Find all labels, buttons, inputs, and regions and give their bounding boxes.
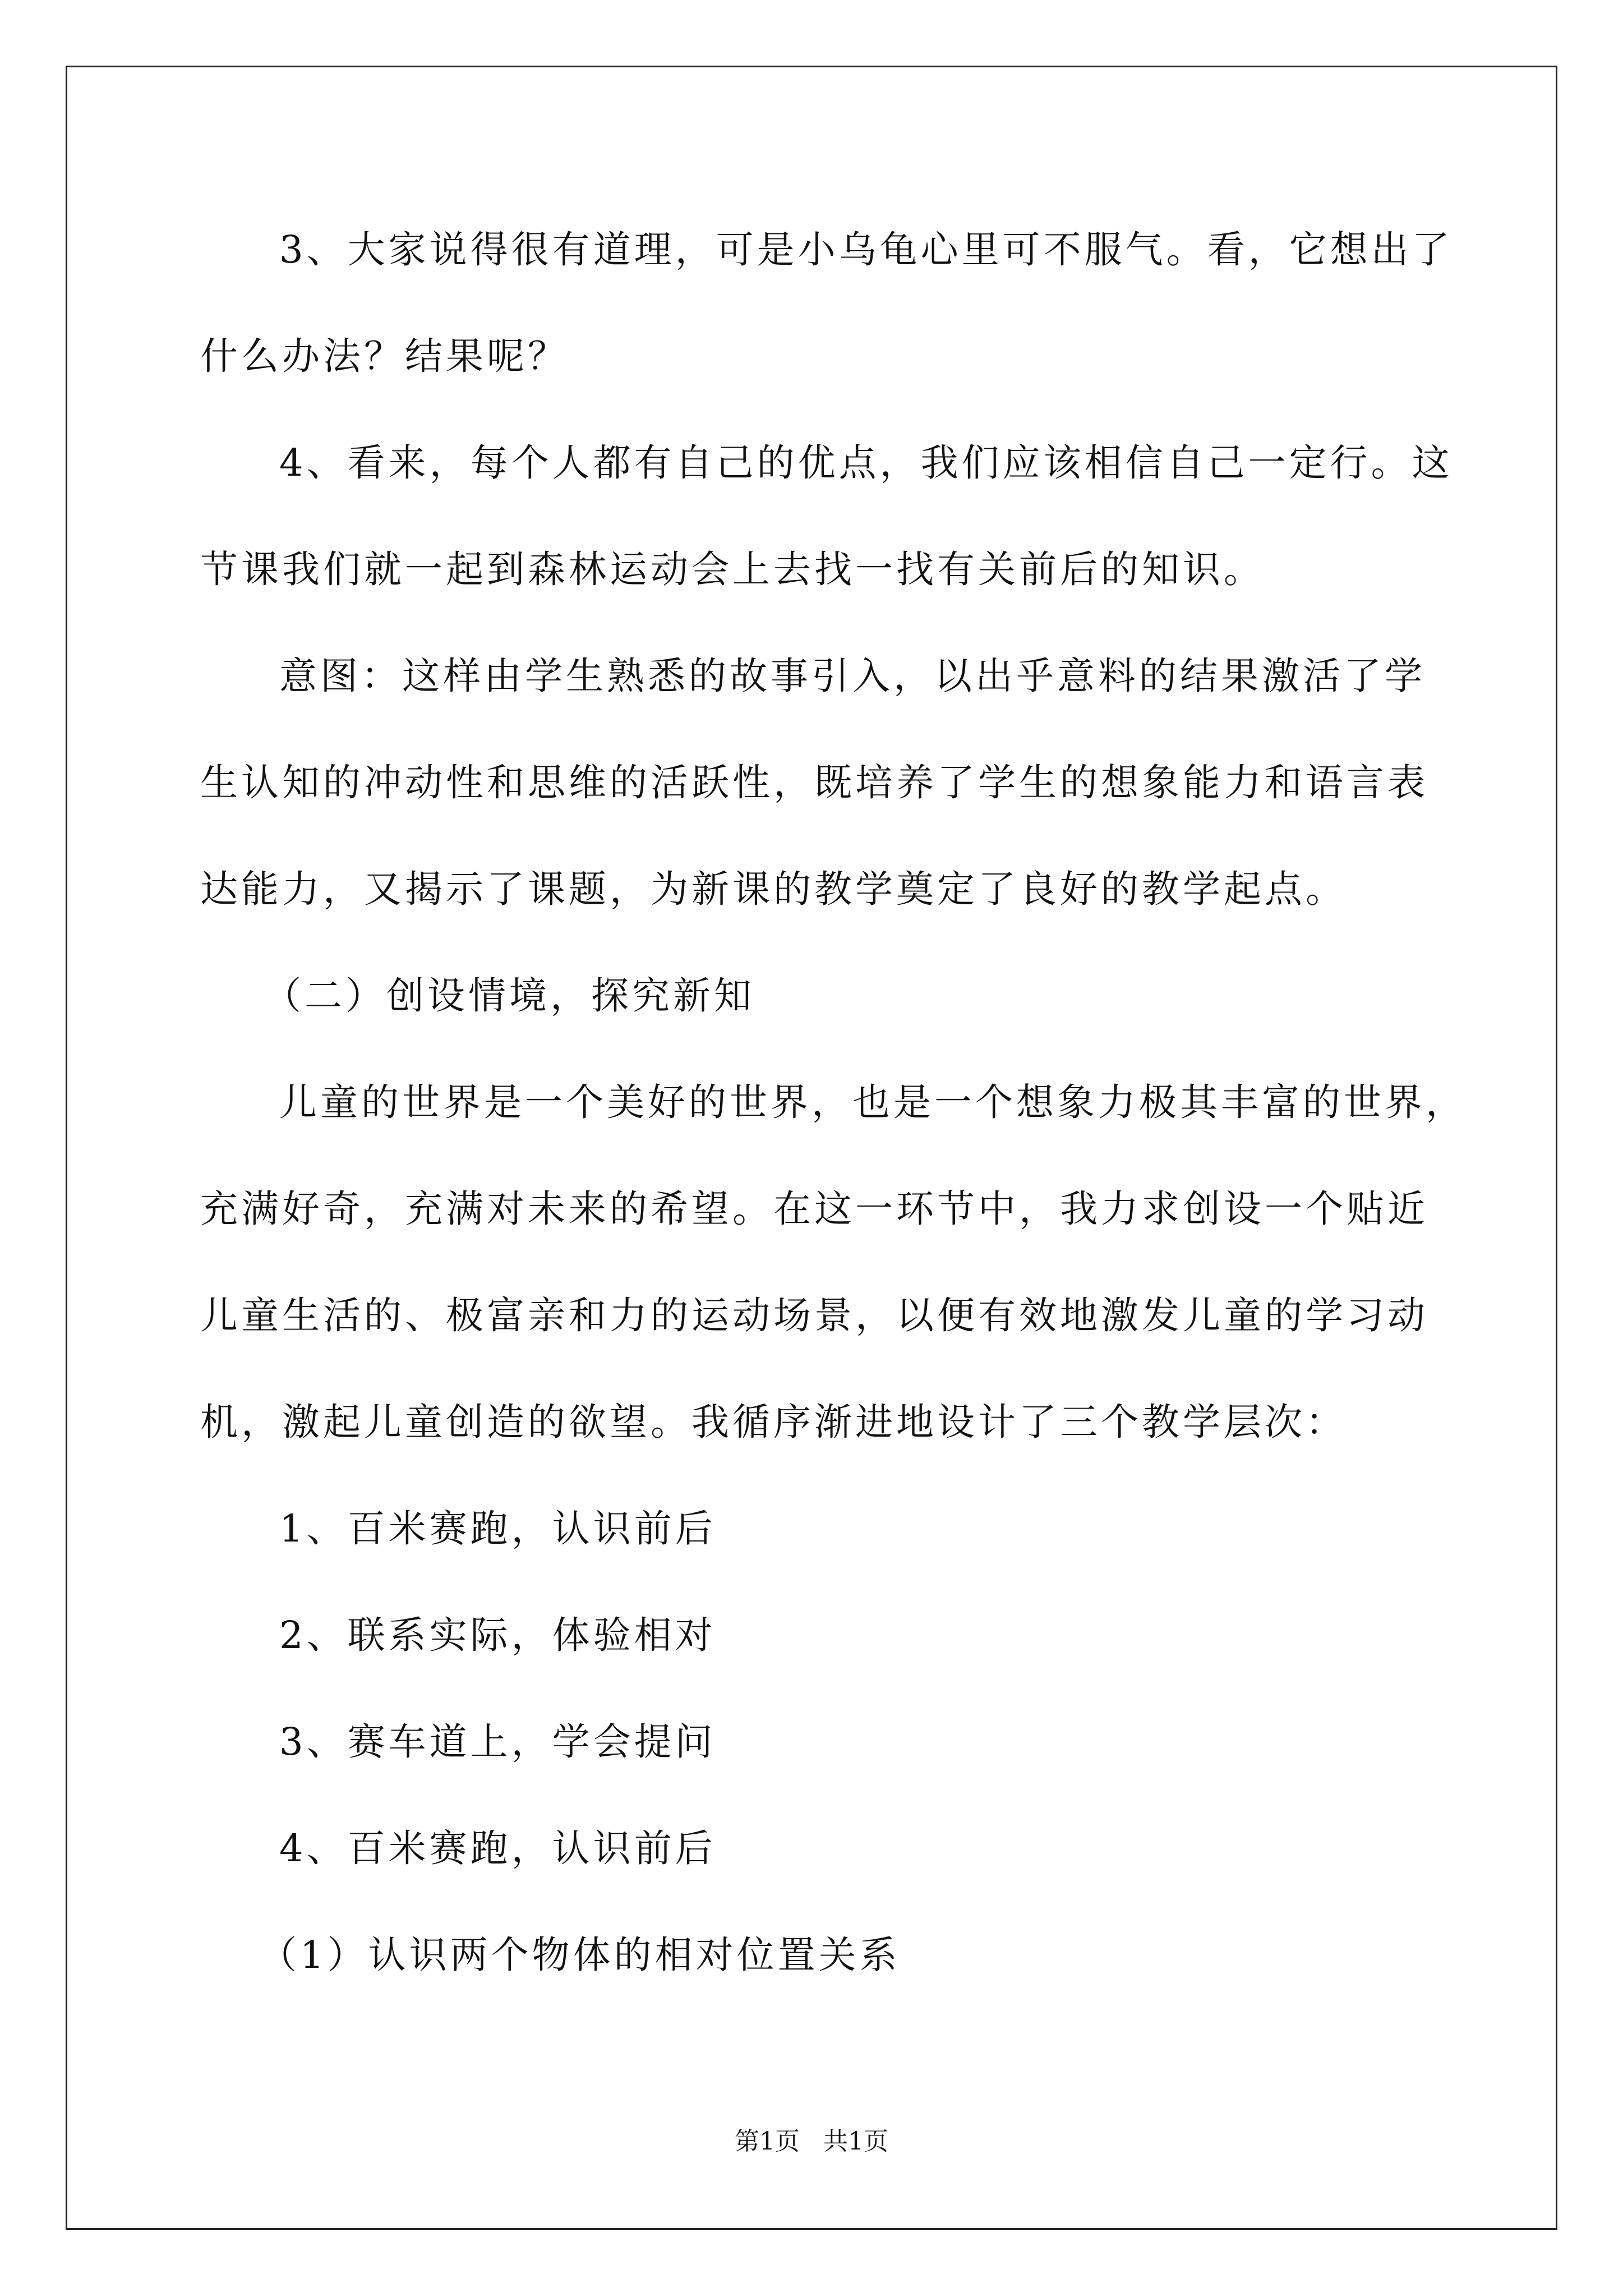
list-item: 3、赛车道上，学会提问 xyxy=(279,1720,716,1764)
paragraph-line: 机，激起儿童创造的欲望。我循序渐进地设计了三个教学层次： xyxy=(200,1400,1347,1444)
paragraph-line: 儿童生活的、极富亲和力的运动场景，以便有效地激发儿童的学习动 xyxy=(200,1294,1428,1337)
paragraph-line: 节课我们就一起到森林运动会上去找一找有关前后的知识。 xyxy=(200,547,1265,591)
paragraph-line: 生认知的冲动性和思维的活跃性，既培养了学生的想象能力和语言表 xyxy=(200,761,1428,804)
paragraph-line: 充满好奇，充满对未来的希望。在这一环节中，我力求创设一个贴近 xyxy=(200,1187,1428,1231)
paragraph-line: 3、大家说得很有道理，可是小乌龟心里可不服气。看，它想出了 xyxy=(279,228,1453,272)
section-heading: （二）创设情境，探究新知 xyxy=(264,974,755,1018)
list-item: 1、百米赛跑，认识前后 xyxy=(279,1507,716,1550)
page-footer: 第1页 共1页 xyxy=(735,2127,888,2156)
list-item: 4、百米赛跑，认识前后 xyxy=(279,1826,716,1870)
paragraph-line: 意图：这样由学生熟悉的故事引入，以出乎意料的结果激活了学 xyxy=(279,654,1426,698)
paragraph-line: 4、看来，每个人都有自己的优点，我们应该相信自己一定行。这 xyxy=(279,441,1453,485)
page-border xyxy=(66,66,1557,2230)
paragraph-line: 什么办法？结果呢？ xyxy=(200,334,569,378)
paragraph-line: 达能力，又揭示了课题，为新课的教学奠定了良好的教学起点。 xyxy=(200,867,1347,911)
paragraph-line: 儿童的世界是一个美好的世界，也是一个想象力极其丰富的世界， xyxy=(279,1080,1467,1124)
list-item: 2、联系实际，体验相对 xyxy=(279,1613,716,1657)
sub-heading: （1）认识两个物体的相对位置关系 xyxy=(259,1933,901,1977)
